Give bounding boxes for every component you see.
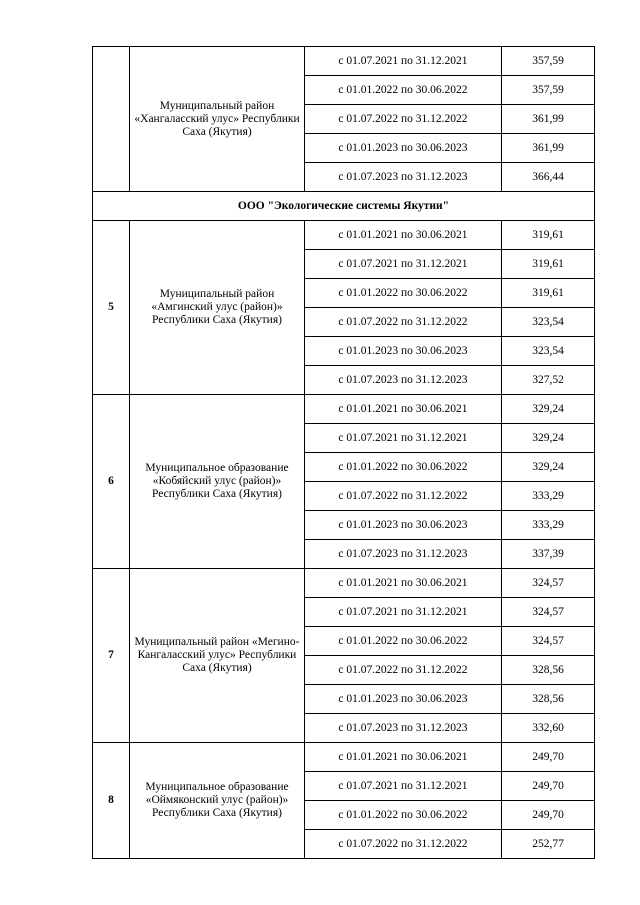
- tariff-value-cell: 249,70: [502, 801, 595, 830]
- period-cell: с 01.01.2022 по 30.06.2022: [305, 453, 502, 482]
- row-number: [93, 47, 130, 192]
- period-cell: с 01.07.2021 по 31.12.2021: [305, 772, 502, 801]
- period-cell: с 01.01.2021 по 30.06.2021: [305, 569, 502, 598]
- tariff-value-cell: 319,61: [502, 250, 595, 279]
- tariff-value-cell: 324,57: [502, 569, 595, 598]
- period-cell: с 01.07.2021 по 31.12.2021: [305, 47, 502, 76]
- tariff-value-cell: 329,24: [502, 453, 595, 482]
- tariff-value-cell: 328,56: [502, 656, 595, 685]
- period-cell: с 01.01.2022 по 30.06.2022: [305, 279, 502, 308]
- municipality-name: Муниципальный район «Амгинский улус (район)» Республики Саха (Якутия): [130, 221, 305, 395]
- period-cell: с 01.07.2023 по 31.12.2023: [305, 714, 502, 743]
- tariff-value-cell: 329,24: [502, 424, 595, 453]
- row-number: 5: [93, 221, 130, 395]
- tariff-table-body: [93, 47, 595, 859]
- period-cell: с 01.01.2021 по 30.06.2021: [305, 743, 502, 772]
- table-row: [93, 395, 595, 424]
- tariff-value-cell: 366,44: [502, 163, 595, 192]
- tariff-value-cell: 324,57: [502, 598, 595, 627]
- row-number: 8: [93, 743, 130, 859]
- tariff-value-cell: 333,29: [502, 511, 595, 540]
- period-cell: с 01.07.2022 по 31.12.2022: [305, 105, 502, 134]
- tariff-value-cell: 332,60: [502, 714, 595, 743]
- tariff-table: [92, 46, 595, 859]
- tariff-value-cell: 337,39: [502, 540, 595, 569]
- period-cell: с 01.07.2023 по 31.12.2023: [305, 366, 502, 395]
- municipality-name: Муниципальное образование «Оймяконский улус (район)» Республики Саха (Якутия): [130, 743, 305, 859]
- tariff-value-cell: 249,70: [502, 743, 595, 772]
- municipality-name: Муниципальный район «Мегино-Кангаласский улус» Республики Саха (Якутия): [130, 569, 305, 743]
- period-cell: с 01.01.2023 по 30.06.2023: [305, 511, 502, 540]
- row-number: 7: [93, 569, 130, 743]
- organization-row: [93, 192, 595, 221]
- period-cell: с 01.07.2022 по 31.12.2022: [305, 308, 502, 337]
- period-cell: с 01.01.2021 по 30.06.2021: [305, 221, 502, 250]
- period-cell: с 01.01.2023 по 30.06.2023: [305, 337, 502, 366]
- table-row: [93, 569, 595, 598]
- period-cell: с 01.07.2021 по 31.12.2021: [305, 598, 502, 627]
- tariff-value-cell: 333,29: [502, 482, 595, 511]
- tariff-value-cell: 327,52: [502, 366, 595, 395]
- tariff-value-cell: 361,99: [502, 134, 595, 163]
- period-cell: с 01.07.2021 по 31.12.2021: [305, 250, 502, 279]
- period-cell: с 01.07.2022 по 31.12.2022: [305, 656, 502, 685]
- table-row: [93, 221, 595, 250]
- period-cell: с 01.01.2022 по 30.06.2022: [305, 76, 502, 105]
- tariff-value-cell: 357,59: [502, 47, 595, 76]
- tariff-value-cell: 361,99: [502, 105, 595, 134]
- organization-name: ООО "Экологические системы Якутии": [93, 192, 595, 221]
- tariff-value-cell: 329,24: [502, 395, 595, 424]
- period-cell: с 01.07.2022 по 31.12.2022: [305, 482, 502, 511]
- period-cell: с 01.01.2023 по 30.06.2023: [305, 134, 502, 163]
- tariff-value-cell: 319,61: [502, 279, 595, 308]
- tariff-value-cell: 249,70: [502, 772, 595, 801]
- tariff-value-cell: 323,54: [502, 308, 595, 337]
- period-cell: с 01.01.2021 по 30.06.2021: [305, 395, 502, 424]
- period-cell: с 01.07.2022 по 31.12.2022: [305, 830, 502, 859]
- table-row: [93, 743, 595, 772]
- period-cell: с 01.01.2023 по 30.06.2023: [305, 685, 502, 714]
- tariff-value-cell: 252,77: [502, 830, 595, 859]
- period-cell: с 01.01.2022 по 30.06.2022: [305, 627, 502, 656]
- tariff-value-cell: 323,54: [502, 337, 595, 366]
- tariff-value-cell: 357,59: [502, 76, 595, 105]
- municipality-name: Муниципальный район «Хангаласский улус» Республики Саха (Якутия): [130, 47, 305, 192]
- period-cell: с 01.01.2022 по 30.06.2022: [305, 801, 502, 830]
- table-row: [93, 47, 595, 76]
- municipality-name: Муниципальное образование «Кобяйский улус (район)» Республики Саха (Якутия): [130, 395, 305, 569]
- tariff-value-cell: 328,56: [502, 685, 595, 714]
- tariff-value-cell: 319,61: [502, 221, 595, 250]
- period-cell: с 01.07.2023 по 31.12.2023: [305, 540, 502, 569]
- period-cell: с 01.07.2023 по 31.12.2023: [305, 163, 502, 192]
- tariff-value-cell: 324,57: [502, 627, 595, 656]
- period-cell: с 01.07.2021 по 31.12.2021: [305, 424, 502, 453]
- row-number: 6: [93, 395, 130, 569]
